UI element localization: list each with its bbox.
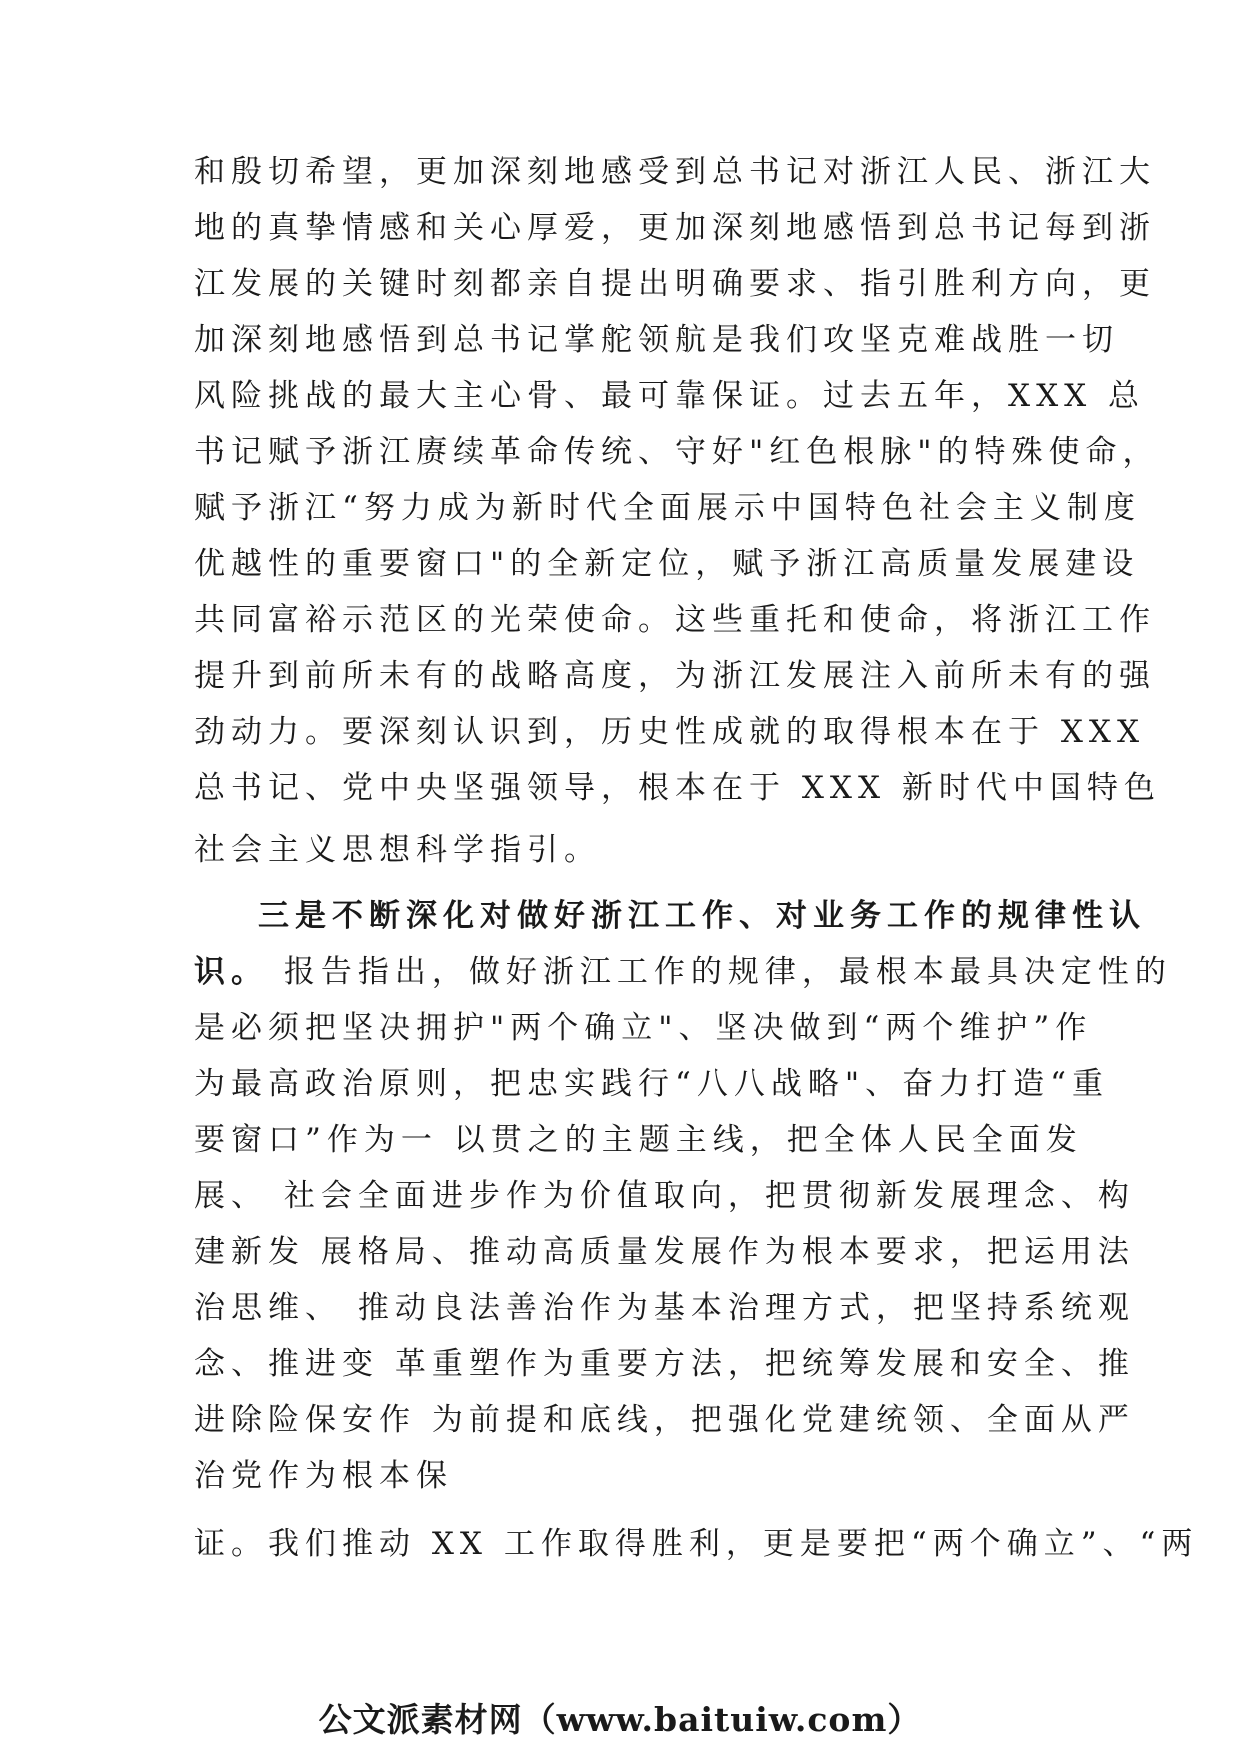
text-run: 报告指出，做好浙江工作的规律，最根本最具决定性的 (268, 954, 1172, 990)
section-heading-tail: 识。 (194, 954, 268, 990)
text-line: 证。我们推动 XX 工作取得胜利，更是要把“两个确立”、“两 (194, 1526, 1199, 1562)
footer-watermark: 公文派素材网（www.baituiw.com） (318, 1700, 922, 1739)
text-line: 进除险保安作 为前提和底线，把强化党建统领、全面从严 (194, 1402, 1135, 1438)
text-line: 建新发 展格局、推动高质量发展作为根本要求，把运用法 (194, 1234, 1135, 1270)
text-line: 总书记、党中央坚强领导，根本在于 XXX 新时代中国特色 (194, 770, 1161, 806)
text-line: 为最高政治原则，把忠实践行“八八战略"、奋力打造“重 (194, 1066, 1109, 1102)
text-line: 展、 社会全面进步作为价值取向，把贯彻新发展理念、构 (194, 1178, 1135, 1214)
text-line: 念、推进变 革重塑作为重要方法，把统筹发展和安全、推 (194, 1346, 1135, 1382)
text-line: 提升到前所未有的战略高度，为浙江发展注入前所未有的强 (194, 658, 1156, 694)
text-line: 治党作为根本保 (194, 1458, 453, 1494)
text-line (194, 952, 1172, 992)
text-line: 加深刻地感悟到总书记掌舵领航是我们攻坚克难战胜一切 (194, 322, 1119, 358)
text-line: 劲动力。要深刻认识到，历史性成就的取得根本在于 XXX (194, 714, 1146, 750)
text-line: 社会主义思想科学指引。 (194, 832, 601, 868)
text-line: 治思维、 推动良法善治作为基本治理方式，把坚持系统观 (194, 1290, 1135, 1326)
text-line: 和殷切希望，更加深刻地感受到总书记对浙江人民、浙江大 (194, 154, 1156, 190)
section-heading: 三是不断深化对做好浙江工作、对业务工作的规律性认 (258, 898, 1146, 934)
text-line: 书记赋予浙江赓续革命传统、守好"红色根脉"的特殊使命， (194, 434, 1160, 470)
text-line: 要窗口”作为一 以贯之的主题主线，把全体人民全面发 (194, 1122, 1083, 1158)
text-line: 共同富裕示范区的光荣使命。这些重托和使命，将浙江工作 (194, 602, 1156, 638)
text-line: 地的真挚情感和关心厚爱，更加深刻地感悟到总书记每到浙 (194, 210, 1156, 246)
text-line: 是必须把坚决拥护"两个确立"、坚决做到“两个维护”作 (194, 1010, 1093, 1046)
text-line: 江发展的关键时刻都亲自提出明确要求、指引胜利方向，更 (194, 266, 1156, 302)
text-line: 风险挑战的最大主心骨、最可靠保证。过去五年，XXX 总 (194, 378, 1146, 414)
text-line: 优越性的重要窗口"的全新定位，赋予浙江高质量发展建设 (194, 546, 1140, 582)
text-line: 赋予浙江“努力成为新时代全面展示中国特色社会主义制度 (194, 490, 1141, 526)
